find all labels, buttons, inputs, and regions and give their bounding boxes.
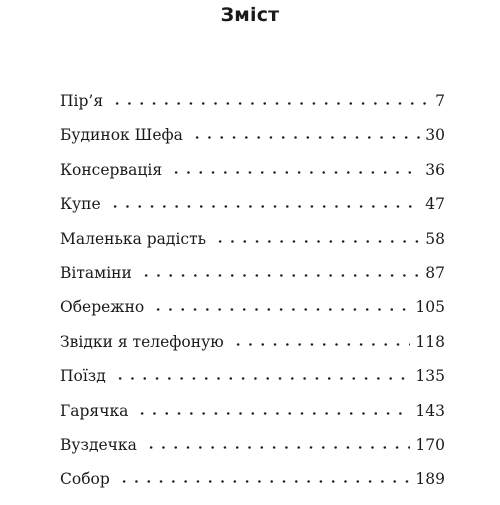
toc-entry: [60, 92, 445, 126]
toc-entry-title: Звідки я телефоную: [60, 332, 224, 351]
dot-leader: [136, 412, 410, 415]
dot-leader: [145, 446, 411, 449]
toc-entry-title: Обережно: [60, 298, 145, 317]
dot-leader: [140, 274, 420, 277]
toc-entry-title: Консервація: [60, 160, 163, 179]
toc-entry-title: Пір’я: [60, 92, 104, 110]
toc-entry-page-number: 36: [425, 160, 445, 179]
toc-entry-title: Вітаміни: [60, 263, 132, 282]
toc-entry-title: Поїзд: [60, 367, 106, 386]
toc-entry: [60, 298, 445, 332]
toc-entry-page-number: 30: [425, 126, 445, 145]
toc-entry: [60, 264, 445, 298]
table-of-contents: [60, 92, 445, 505]
toc-entry: [60, 367, 445, 401]
toc-entry-page-number: 87: [425, 263, 445, 282]
dot-leader: [152, 308, 410, 311]
toc-entry-page-number: 7: [435, 92, 445, 110]
toc-entry: [60, 402, 445, 436]
dot-leader: [232, 343, 411, 346]
toc-entry: [60, 161, 445, 195]
toc-entry: [60, 126, 445, 160]
dot-leader: [118, 480, 411, 483]
toc-entry: [60, 436, 445, 470]
toc-entry-page-number: 118: [415, 332, 445, 351]
toc-entry-page-number: 135: [415, 367, 445, 386]
dot-leader: [191, 136, 420, 139]
dot-leader: [170, 171, 420, 174]
toc-entry-title: Будинок Шефа: [60, 126, 183, 145]
toc-entry-page-number: 189: [415, 470, 445, 489]
toc-entry-title: Купе: [60, 195, 101, 214]
toc-entry: [60, 230, 445, 264]
toc-entry-title: Гарячка: [60, 401, 129, 420]
toc-entry-title: Собор: [60, 470, 110, 489]
toc-entry-page-number: 47: [425, 195, 445, 214]
toc-entry-page-number: 143: [415, 401, 445, 420]
dot-leader: [114, 377, 411, 380]
toc-entry: [60, 333, 445, 367]
dot-leader: [109, 205, 421, 208]
dot-leader: [214, 240, 420, 243]
toc-entry-title: Маленька радість: [60, 229, 207, 248]
toc-entry-title: Вуздечка: [60, 435, 137, 454]
toc-entry-page-number: 105: [415, 298, 445, 317]
dot-leader: [111, 102, 430, 105]
toc-entry: [60, 195, 445, 229]
toc-entry-page-number: 58: [425, 229, 445, 248]
page-title: Зміст: [220, 4, 280, 26]
toc-entry-page-number: 170: [415, 435, 445, 454]
